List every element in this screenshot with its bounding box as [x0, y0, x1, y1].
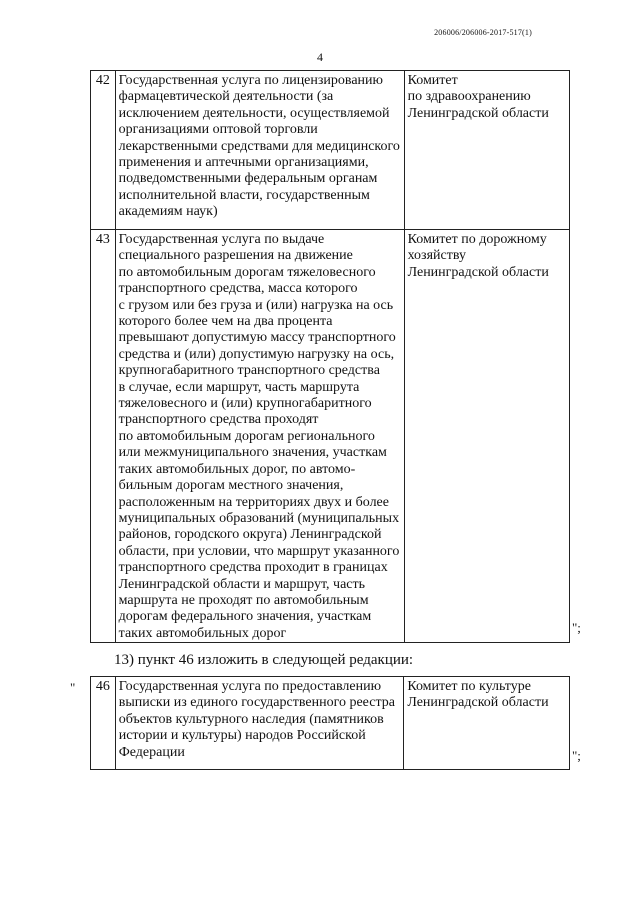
- service-line: в случае, если маршрут, часть маршрута: [118, 379, 360, 395]
- service-line: бильным дорогам местного значения,: [118, 478, 344, 494]
- service-line: Государственная услуга по выдаче: [118, 232, 325, 247]
- service-line: истории и культуры) народов Российской: [118, 728, 366, 744]
- service-line: Федерации: [118, 744, 185, 760]
- authority-line: Комитет по дорожному: [407, 232, 547, 247]
- authority-line: Комитет: [407, 73, 458, 88]
- document-id: 206006/206006-2017-517(1): [434, 28, 532, 37]
- service-line: транспортного средства, масса которого: [118, 281, 358, 297]
- service-line: или межмуниципального значения, участкам: [118, 445, 387, 461]
- service-line: крупногабаритного транспортного средства: [118, 363, 380, 379]
- service-line: организациями оптовой торговли: [118, 122, 318, 138]
- service-line: таких автомобильных дорог: [118, 625, 287, 641]
- service-line: применения и аптечными организациями,: [118, 155, 369, 171]
- service-line: специального разрешения на движение: [118, 248, 353, 264]
- page-number: 4: [317, 50, 323, 64]
- service-line: таких автомобильных дорог, по автомо-: [118, 461, 356, 477]
- table-row: [91, 71, 570, 230]
- service-line: дорогам федерального значения, участкам: [118, 609, 372, 625]
- service-description: [115, 71, 404, 230]
- authority-line: хозяйству: [407, 248, 466, 264]
- responsible-authority: [404, 71, 569, 230]
- service-line: Государственная услуга по предоставлению: [118, 679, 382, 694]
- service-line: средства и (или) допустимую нагрузку на ось,: [118, 346, 395, 362]
- service-line: транспортного средства проходят: [118, 412, 319, 428]
- service-line: подведомственными федеральным органам: [118, 171, 378, 187]
- service-line: по автомобильным дорогам тяжеловесного: [118, 264, 376, 280]
- authority-line: Ленинградской области: [407, 264, 549, 280]
- service-line: районов, городского округа) Ленинградской: [118, 527, 382, 543]
- row-number: 46: [91, 677, 116, 770]
- service-line: Государственная услуга по лицензированию: [118, 73, 383, 88]
- service-line: исключением деятельности, осуществляемой: [118, 105, 390, 121]
- authority-line: Ленинградской области: [407, 105, 549, 121]
- row-number: 42: [91, 71, 116, 230]
- services-table: [90, 676, 570, 770]
- service-line: с грузом или без груза и (или) нагрузка на ось: [118, 297, 394, 313]
- service-line: области, при условии, что маршрут указанного: [118, 543, 400, 559]
- service-line: маршрута не проходят по автомобильным: [118, 592, 369, 608]
- authority-line: по здравоохранению: [407, 89, 531, 105]
- service-line: объектов культурного наследия (памятников: [118, 711, 384, 727]
- service-description: [115, 677, 404, 770]
- service-description: [115, 230, 404, 643]
- service-line: академиям наук): [118, 204, 218, 220]
- service-line: тяжеловесного и (или) крупногабаритного: [118, 396, 372, 412]
- table-row: [91, 230, 570, 643]
- services-table: [90, 70, 570, 643]
- row-number: 43: [91, 230, 116, 643]
- service-line: Ленинградской области и маршрут, часть: [118, 576, 366, 592]
- service-line: транспортного средства проходит в границах: [118, 560, 388, 576]
- service-line: лекарственными средствами для медицинского: [118, 138, 400, 154]
- table-row: [91, 677, 570, 770]
- responsible-authority: [404, 230, 569, 643]
- responsible-authority: [404, 677, 570, 770]
- service-line: исполнительной власти, государственным: [118, 187, 370, 203]
- service-line: по автомобильным дорогам регионального: [118, 428, 375, 444]
- amendment-instruction: 13) пункт 46 изложить в следующей редакции:: [114, 652, 414, 668]
- service-line: фармацевтической деятельности (за: [118, 89, 334, 105]
- authority-line: Ленинградской области: [407, 695, 549, 711]
- service-line: выписки из единого государственного реестра: [118, 695, 395, 711]
- service-line: муниципальных образований (муниципальных: [118, 510, 400, 526]
- service-line: расположенным на территориях двух и более: [118, 494, 389, 510]
- opening-quote: ": [70, 680, 76, 695]
- closing-quote: ";: [572, 620, 581, 635]
- service-line: превышают допустимую массу транспортного: [118, 330, 396, 346]
- service-line: которого более чем на два процента: [118, 314, 333, 330]
- closing-quote: ";: [572, 748, 581, 763]
- authority-line: Комитет по культуре: [407, 679, 531, 694]
